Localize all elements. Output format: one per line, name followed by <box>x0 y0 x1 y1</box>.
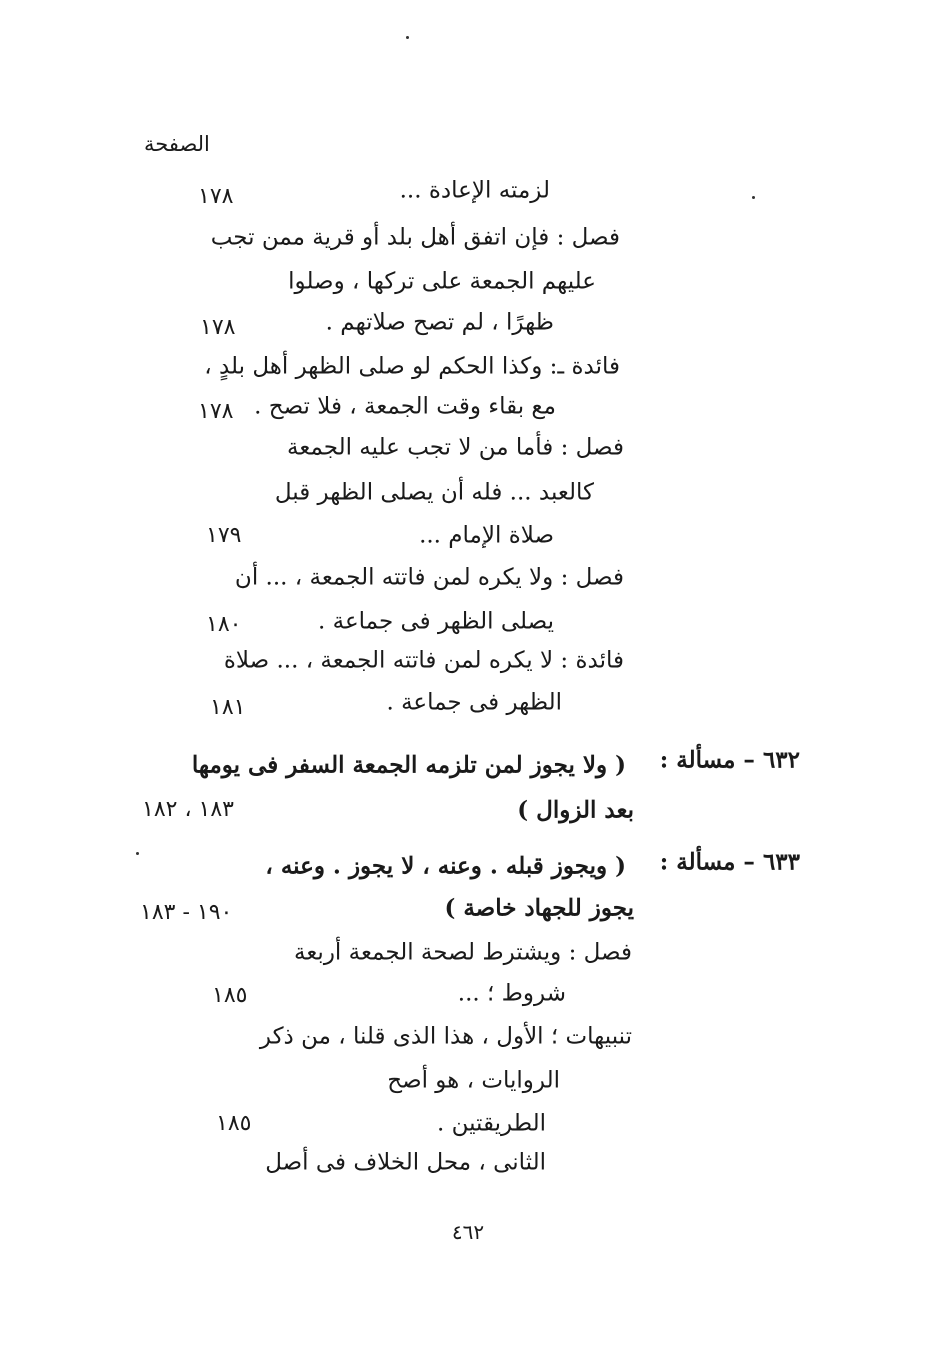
entry-page: ١٧٩ <box>206 523 242 548</box>
entry-page: ١٨٠ <box>206 612 242 637</box>
entry-text: الطريقتين . <box>436 1110 546 1137</box>
entry-text: لزمته الإعادة ... <box>399 177 550 204</box>
entry-text: تنبيهات ؛ الأول ، هذا الذى قلنا ، من ذكر <box>259 1023 632 1050</box>
entry-text: مع بقاء وقت الجمعة ، فلا تصح . <box>254 393 556 420</box>
entry-text: صلاة الإمام ... <box>419 522 554 549</box>
scan-speck <box>752 196 755 199</box>
entry-page: ١٧٨ <box>200 315 236 340</box>
entry-text: فصل : فأما من لا تجب عليه الجمعة <box>287 434 624 461</box>
entry-text: الظهر فى جماعة . <box>386 689 562 716</box>
entry-text: شروط ؛ ... <box>457 980 566 1007</box>
masala-632-text: بعد الزوال ) <box>517 796 634 824</box>
entry-page: ١٨٥ <box>212 983 248 1008</box>
entry-text: الثانى ، محل الخلاف فى أصل <box>265 1149 546 1176</box>
entry-text: يصلى الظهر فى جماعة . <box>318 608 554 635</box>
entry-page: ١٧٨ <box>198 399 234 424</box>
entry-text: فائدة : لا يكره لمن فاتته الجمعة ، ... صلاة <box>223 647 624 674</box>
entry-page: ١٧٨ <box>198 184 234 209</box>
entry-text: فصل : ولا يكره لمن فاتته الجمعة ، ... أن <box>234 564 624 591</box>
entry-page: ١٨١ <box>210 695 246 720</box>
masala-632-text: ( ولا يجوز لمن تلزمه الجمعة السفر فى يومها <box>191 751 626 779</box>
entry-text: فصل : ويشترط لصحة الجمعة أربعة <box>293 939 632 966</box>
entry-text: فصل : فإن اتفق أهل بلد أو قرية ممن تجب <box>210 224 620 251</box>
scan-speck <box>136 852 139 855</box>
masala-633-text: يجوز للجهاد خاصة ) <box>444 894 634 922</box>
masala-632-pages: ١٨٣ ، ١٨٢ <box>142 797 234 822</box>
masala-633-pages: ١٩٠ - ١٨٣ <box>140 900 233 925</box>
entry-text: فائدة ـ: وكذا الحكم لو صلى الظهر أهل بلدٍ ، <box>204 353 620 380</box>
masala-633-label: ٦٣٣ – مسألة : <box>659 848 800 876</box>
entry-page: ١٨٥ <box>216 1111 252 1136</box>
masala-632-label: ٦٣٢ – مسألة : <box>659 746 800 774</box>
scan-speck <box>406 36 409 39</box>
masala-633-text: ( ويجوز قبله . وعنه ، لا يجوز . وعنه ، <box>265 852 626 880</box>
entry-text: الروايات ، هو أصح <box>387 1067 560 1094</box>
entry-text: عليهم الجمعة على تركها ، وصلوا <box>288 268 596 295</box>
page-number: ٤٦٢ <box>451 1220 485 1244</box>
page-column-header: الصفحة <box>144 132 210 156</box>
entry-text: كالعبد ... فله أن يصلى الظهر قبل <box>274 479 594 506</box>
entry-text: ظهرًا ، لم تصح صلاتهم . <box>325 309 554 336</box>
